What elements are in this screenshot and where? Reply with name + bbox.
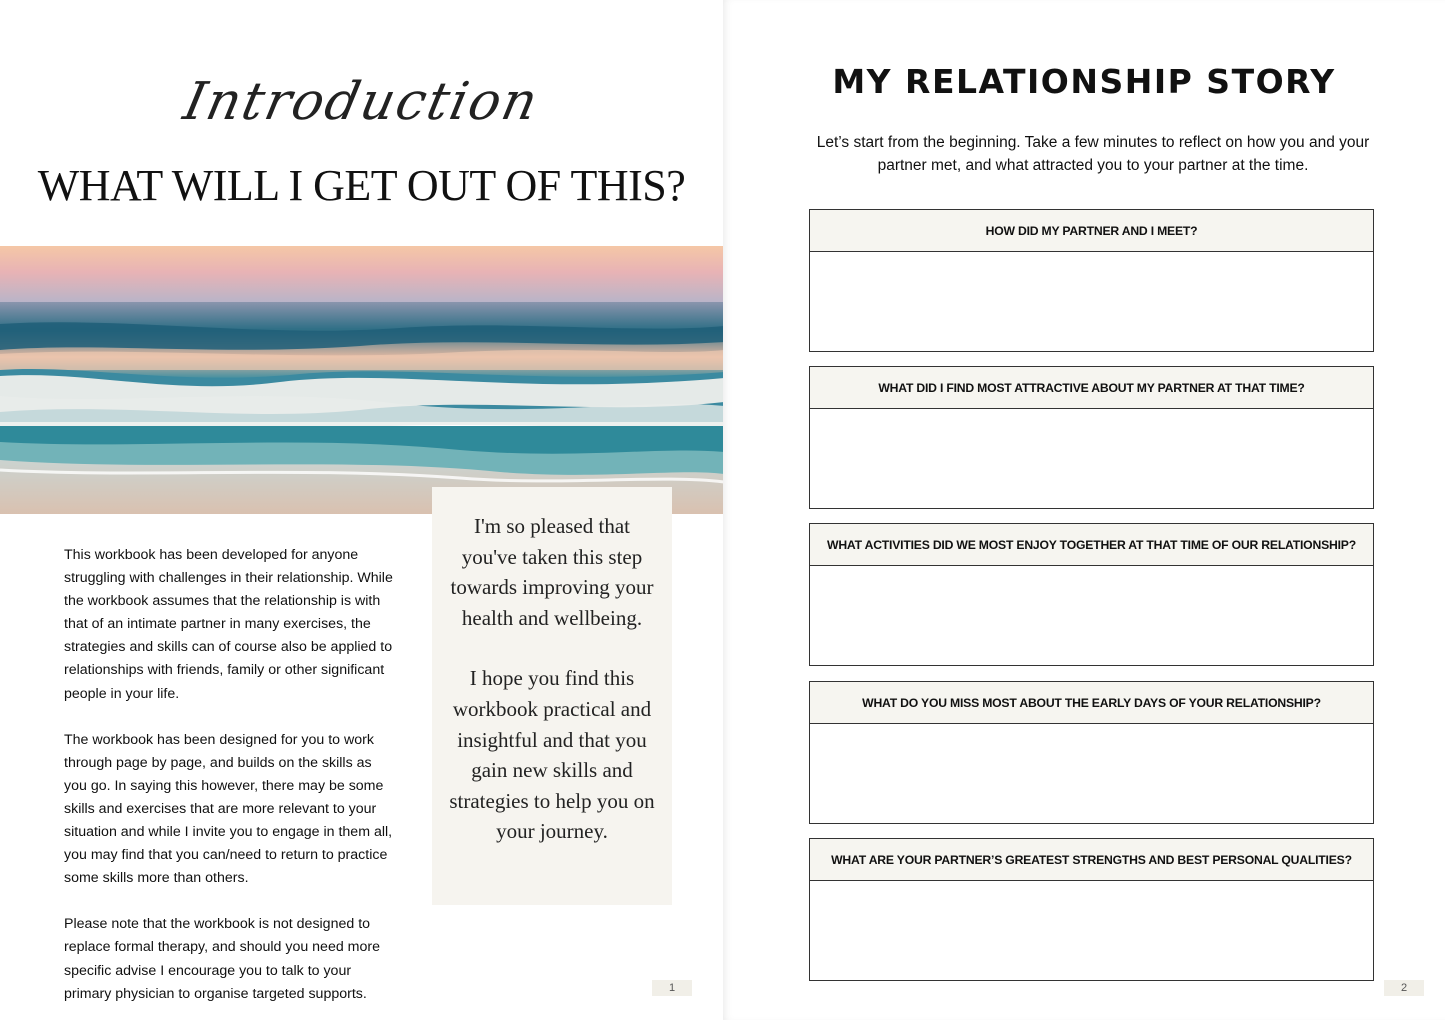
- worksheet-intro: Let’s start from the beginning. Take a few minutes to reflect on how you and your partner met, and what attracted you to your partner at the time.: [816, 134, 1370, 174]
- question-label: WHAT DO YOU MISS MOST ABOUT THE EARLY DAYS OF YOUR RELATIONSHIP?: [810, 682, 1373, 724]
- question-box: [809, 209, 1374, 352]
- quote-paragraph: I'm so pleased that you've taken this step towards improving your health and wellbeing.: [450, 514, 654, 630]
- page-number: 1: [652, 980, 692, 996]
- ocean-wave-photo: [0, 246, 723, 514]
- question-box: [809, 838, 1374, 981]
- answer-area[interactable]: [810, 724, 1373, 823]
- answer-area[interactable]: [810, 409, 1373, 508]
- intro-body-text: [64, 544, 394, 1020]
- page-title: WHAT WILL I GET OUT OF THIS?: [37, 161, 686, 210]
- answer-area[interactable]: [810, 881, 1373, 980]
- body-paragraph: This workbook has been developed for anyone struggling with challenges in their relationship. While the workbook assumes that the relationship is with that of an intimate partner in many exercises, the strategies and skills can of course also be applied to relationships with friends, family or other significant people in your life.: [64, 547, 393, 702]
- question-label: WHAT DID I FIND MOST ATTRACTIVE ABOUT MY PARTNER AT THAT TIME?: [810, 367, 1373, 409]
- question-label: WHAT ARE YOUR PARTNER’S GREATEST STRENGTHS AND BEST PERSONAL QUALITIES?: [810, 839, 1373, 881]
- body-paragraph: The workbook has been designed for you to work through page by page, and builds on the skills as you go. In saying this however, there may be some skills and exercises that are more relevant to your situation and while I invite you to engage in them all, you may find that you can/need to return to practice some skills more than others.: [64, 731, 393, 887]
- worksheet-title: MY RELATIONSHIP STORY: [832, 62, 1336, 101]
- page-number: 2: [1384, 980, 1424, 996]
- question-label: WHAT ACTIVITIES DID WE MOST ENJOY TOGETHER AT THAT TIME OF OUR RELATIONSHIP?: [810, 524, 1373, 566]
- quote-paragraph: I hope you find this workbook practical and insightful and that you gain new skills and strategies to help you on your journey.: [449, 666, 655, 844]
- question-label: HOW DID MY PARTNER AND I MEET?: [810, 210, 1373, 252]
- answer-area[interactable]: [810, 566, 1373, 665]
- body-paragraph: Please note that the workbook is not designed to replace formal therapy, and should you need more specific advise I encourage you to talk to your primary physician to organise targeted supports.: [64, 916, 380, 1002]
- quote-box: [432, 487, 672, 905]
- script-title: Introduction: [178, 72, 545, 132]
- question-box: [809, 523, 1374, 666]
- right-page: [723, 0, 1445, 1020]
- answer-area[interactable]: [810, 252, 1373, 351]
- question-box: [809, 366, 1374, 509]
- question-box: [809, 681, 1374, 824]
